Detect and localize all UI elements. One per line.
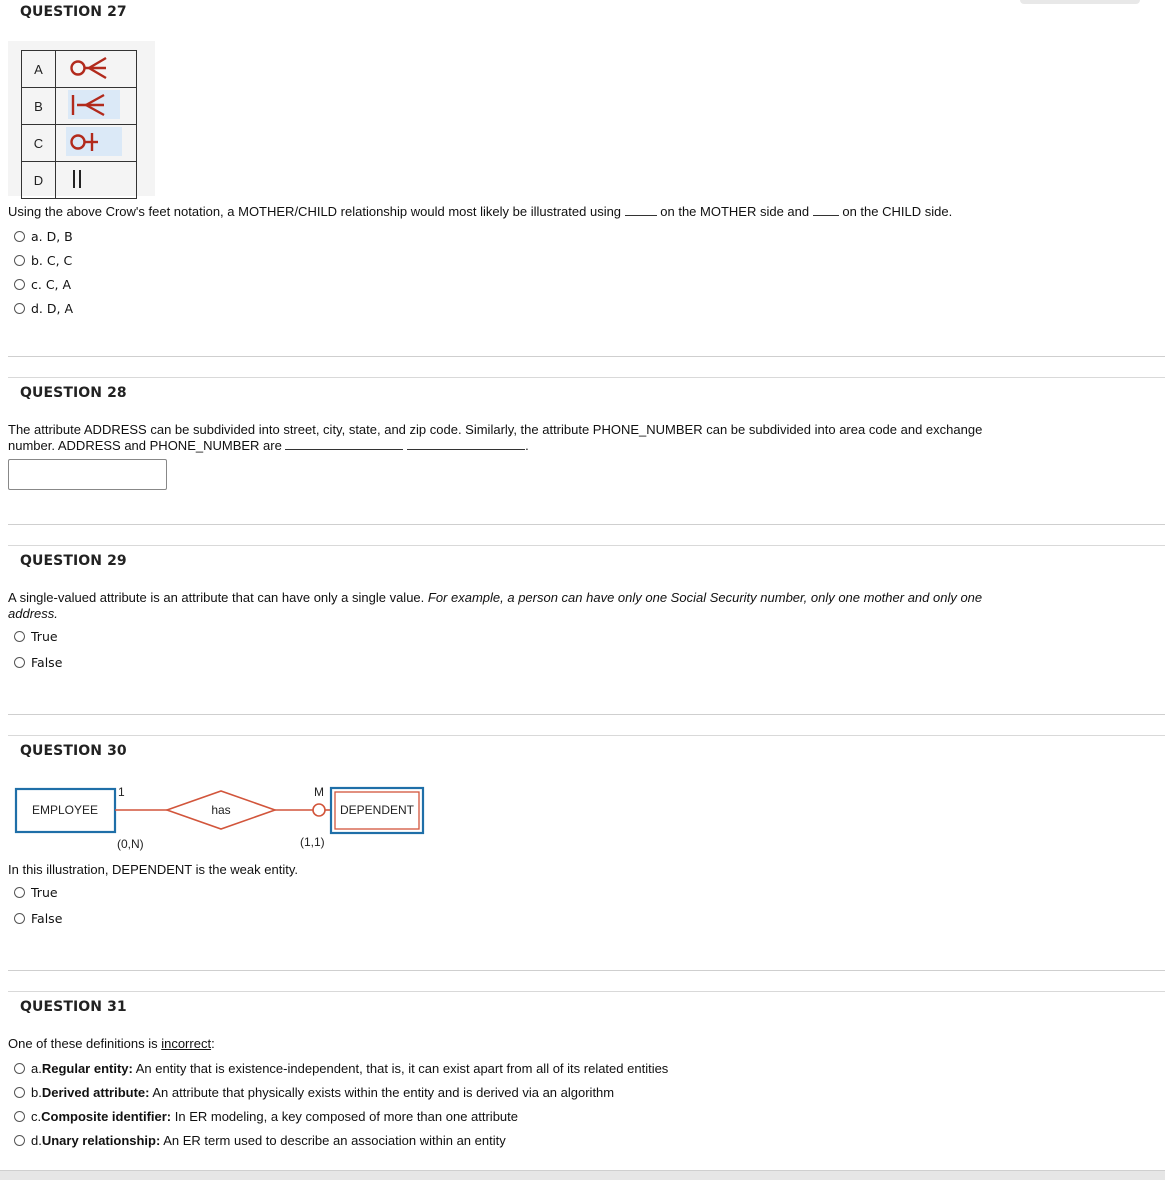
option-definition: An attribute that physically exists within the entity and is derived via an algorithm <box>149 1084 615 1100</box>
radio-button[interactable] <box>14 887 25 898</box>
option-prefix: b. <box>31 1084 42 1100</box>
q27-option-b[interactable] <box>14 251 72 269</box>
question-27-prompt <box>8 204 952 220</box>
divider <box>8 970 1165 971</box>
intro-underlined: incorrect <box>161 1036 212 1051</box>
option-definition: In ER modeling, a key composed of more than one attribute <box>171 1108 519 1124</box>
row-label-c: C <box>22 125 56 162</box>
option-label: True <box>31 628 58 644</box>
option-term: Derived attribute: <box>41 1084 150 1100</box>
divider <box>8 356 1165 357</box>
blank-child <box>813 204 839 216</box>
radio-button[interactable] <box>14 631 25 642</box>
intro-text: One of these definitions is <box>8 1036 162 1051</box>
text-line2-part: number. ADDRESS and PHONE_NUMBER are <box>8 438 286 453</box>
question-29-heading: QUESTION 29 <box>20 553 127 569</box>
radio-button[interactable] <box>14 279 25 290</box>
q31-option-a[interactable] <box>14 1059 668 1077</box>
radio-button[interactable] <box>14 1111 25 1122</box>
blank-mother <box>625 204 657 216</box>
question-30-heading: QUESTION 30 <box>20 743 127 759</box>
option-label: d. D, A <box>31 300 74 316</box>
one-or-many-icon <box>56 88 137 125</box>
dependent-label: DEPENDENT <box>339 803 415 817</box>
option-label: c. C, A <box>31 276 72 292</box>
question-30-text: In this illustration, DEPENDENT is the weak entity. <box>8 862 298 877</box>
prompt-part-1: Using the above Crow's feet notation, a MOTHER/CHILD relationship would most likely be illustrated using <box>8 204 625 219</box>
answer-input[interactable] <box>8 459 167 490</box>
option-prefix: d. <box>31 1132 42 1148</box>
option-label: True <box>31 884 58 900</box>
radio-button[interactable] <box>14 303 25 314</box>
question-31-intro <box>8 1036 215 1052</box>
radio-button[interactable] <box>14 1135 25 1146</box>
bound-left: (0,N) <box>117 837 144 851</box>
option-label: a. D, B <box>31 228 73 244</box>
question-31-heading: QUESTION 31 <box>20 999 127 1015</box>
period: . <box>525 438 529 453</box>
divider <box>8 377 1165 378</box>
zero-or-many-icon <box>56 51 137 88</box>
text-italic: address. <box>8 606 58 621</box>
blank-1 <box>285 438 403 450</box>
row-label-d: D <box>22 162 56 199</box>
q27-option-a[interactable] <box>14 227 73 245</box>
q29-option-true[interactable] <box>14 627 58 645</box>
option-term: Unary relationship: <box>41 1132 161 1148</box>
radio-button[interactable] <box>14 1063 25 1074</box>
intro-colon: : <box>211 1036 215 1051</box>
q31-option-c[interactable] <box>14 1107 518 1125</box>
option-prefix: a. <box>31 1060 42 1076</box>
row-label-b: B <box>22 88 56 125</box>
er-diagram <box>0 780 440 855</box>
q29-option-false[interactable] <box>14 653 62 671</box>
crows-foot-table <box>21 50 137 199</box>
radio-button[interactable] <box>14 657 25 668</box>
bound-right: (1,1) <box>300 835 325 849</box>
q27-option-c[interactable] <box>14 275 71 293</box>
option-definition: An ER term used to describe an association within an entity <box>160 1132 506 1148</box>
option-prefix: c. <box>31 1108 42 1124</box>
q30-option-false[interactable] <box>14 909 62 927</box>
relationship-label: has <box>211 803 231 817</box>
cardinality-right: M <box>314 785 324 799</box>
radio-button[interactable] <box>14 913 25 924</box>
cardinality-left: 1 <box>118 785 125 799</box>
zero-or-one-icon <box>56 125 137 162</box>
option-label: False <box>31 654 63 670</box>
text-plain: A single-valued attribute is an attribute that can have only a single value. <box>8 590 428 605</box>
question-27-heading: QUESTION 27 <box>20 4 127 20</box>
optional-circle <box>313 804 325 816</box>
prompt-part-3: on the CHILD side. <box>838 204 953 219</box>
option-label: False <box>31 910 63 926</box>
prompt-part-2: on the MOTHER side and <box>656 204 813 219</box>
divider <box>8 991 1165 992</box>
question-28-text-line2 <box>8 438 529 454</box>
radio-button[interactable] <box>14 231 25 242</box>
row-label-a: A <box>22 51 56 88</box>
question-28-text-line1: The attribute ADDRESS can be subdivided into street, city, state, and zip code. Similarly, the attribute PHONE_NUMBER can be subdivided into area code and exchange <box>8 422 983 437</box>
one-and-only-one-icon <box>56 162 137 199</box>
q31-option-d[interactable] <box>14 1131 506 1149</box>
radio-button[interactable] <box>14 1087 25 1098</box>
question-28-heading: QUESTION 28 <box>20 385 127 401</box>
blank-2 <box>407 438 525 450</box>
divider <box>8 524 1165 525</box>
question-29-text <box>8 590 982 622</box>
q31-option-b[interactable] <box>14 1083 614 1101</box>
radio-button[interactable] <box>14 255 25 266</box>
option-definition: An entity that is existence-independent, that is, it can exist apart from all of its related entities <box>132 1060 669 1076</box>
divider <box>8 735 1165 736</box>
q30-option-true[interactable] <box>14 883 58 901</box>
employee-label: EMPLOYEE <box>31 803 99 817</box>
option-term: Composite identifier: <box>41 1108 172 1124</box>
divider <box>8 545 1165 546</box>
text-italic: For example, a person can have only one Social Security number, only one mother and only one <box>427 590 983 605</box>
scroll-shadow <box>1020 0 1140 4</box>
option-label: b. C, C <box>31 252 73 268</box>
q27-option-d[interactable] <box>14 299 73 317</box>
divider <box>8 714 1165 715</box>
option-term: Regular entity: <box>41 1060 133 1076</box>
